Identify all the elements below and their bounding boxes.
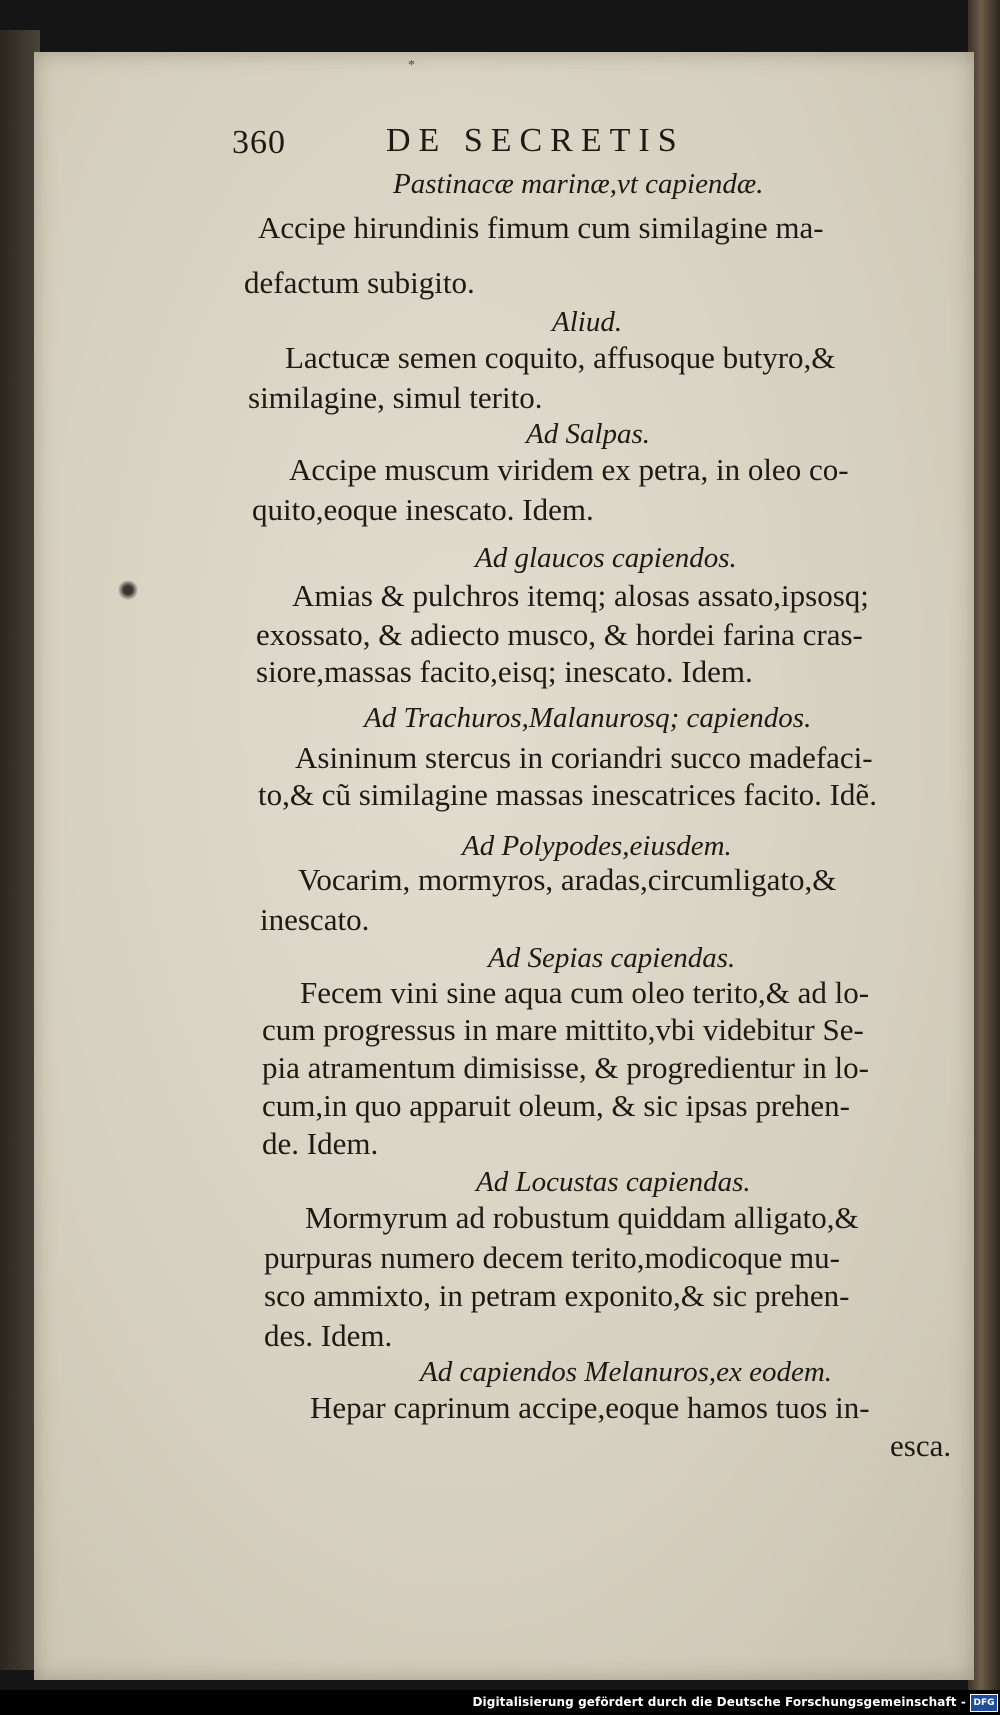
section-heading: Pastinacæ marinæ,vt capiendæ. — [393, 168, 764, 200]
text-line: cum progressus in mare mittito,vbi videbitur Se- — [262, 1012, 864, 1047]
text-line: defactum subigito. — [244, 265, 475, 300]
text-line: de. Idem. — [262, 1126, 379, 1161]
section-heading: Ad Trachuros,Malanurosq; capiendos. — [364, 702, 812, 734]
text-line: to,& cũ similagine massas inescatrices facito. Idẽ. — [258, 777, 877, 812]
text-line: Asininum stercus in coriandri succo madefaci- — [295, 740, 873, 775]
text-line: des. Idem. — [264, 1318, 393, 1353]
text-line: purpuras numero decem terito,modicoque mu- — [264, 1240, 840, 1275]
section-heading: Ad glaucos capiendos. — [475, 542, 737, 574]
text-line: Accipe muscum viridem ex petra, in oleo co- — [289, 452, 849, 487]
page-number: 360 — [232, 124, 286, 161]
section-heading: Aliud. — [552, 306, 623, 338]
text-line: pia atramentum dimisisse, & progredientur in lo- — [262, 1050, 869, 1085]
text-line: Vocarim, mormyros, aradas,circumligato,& — [298, 862, 837, 897]
running-head: DE SECRETIS — [386, 122, 685, 159]
text-line: cum,in quo apparuit oleum, & sic ipsas prehen- — [262, 1088, 851, 1123]
text-line: similagine, simul terito. — [248, 380, 543, 415]
text-line: sco ammixto, in petram exponito,& sic prehen- — [264, 1278, 850, 1313]
text-line: exossato, & adiecto musco, & hordei farina cras- — [256, 617, 863, 652]
top-mark: * — [408, 58, 415, 73]
dfg-logo: DFG — [970, 1694, 998, 1712]
text-line: esca. — [890, 1428, 952, 1463]
section-heading: Ad Salpas. — [526, 418, 651, 450]
text-line: Amias & pulchros itemq; alosas assato,ipsosq; — [292, 578, 869, 613]
text-line: Lactucæ semen coquito, affusoque butyro,& — [285, 340, 836, 375]
text-line: Accipe hirundinis fimum cum similagine ma- — [258, 210, 824, 245]
text-line: Fecem vini sine aqua cum oleo terito,& ad lo- — [300, 975, 870, 1010]
text-line: inescato. — [260, 902, 370, 937]
section-heading: Ad Polypodes,eiusdem. — [462, 830, 732, 862]
text-line: siore,massas facito,eisq; inescato. Idem. — [256, 654, 753, 689]
text-line: quito,eoque inescato. Idem. — [252, 492, 594, 527]
section-heading: Ad capiendos Melanuros,ex eodem. — [420, 1356, 833, 1388]
text-line: Mormyrum ad robustum quiddam alligato,& — [305, 1200, 859, 1235]
section-heading: Ad Sepias capiendas. — [488, 942, 736, 974]
ink-stain — [118, 580, 138, 600]
digitization-credit: Digitalisierung gefördert durch die Deutsche Forschungsgemeinschaft - — [472, 1695, 966, 1709]
section-heading: Ad Locustas capiendas. — [476, 1166, 751, 1198]
text-line: Hepar caprinum accipe,eoque hamos tuos in- — [310, 1390, 870, 1425]
